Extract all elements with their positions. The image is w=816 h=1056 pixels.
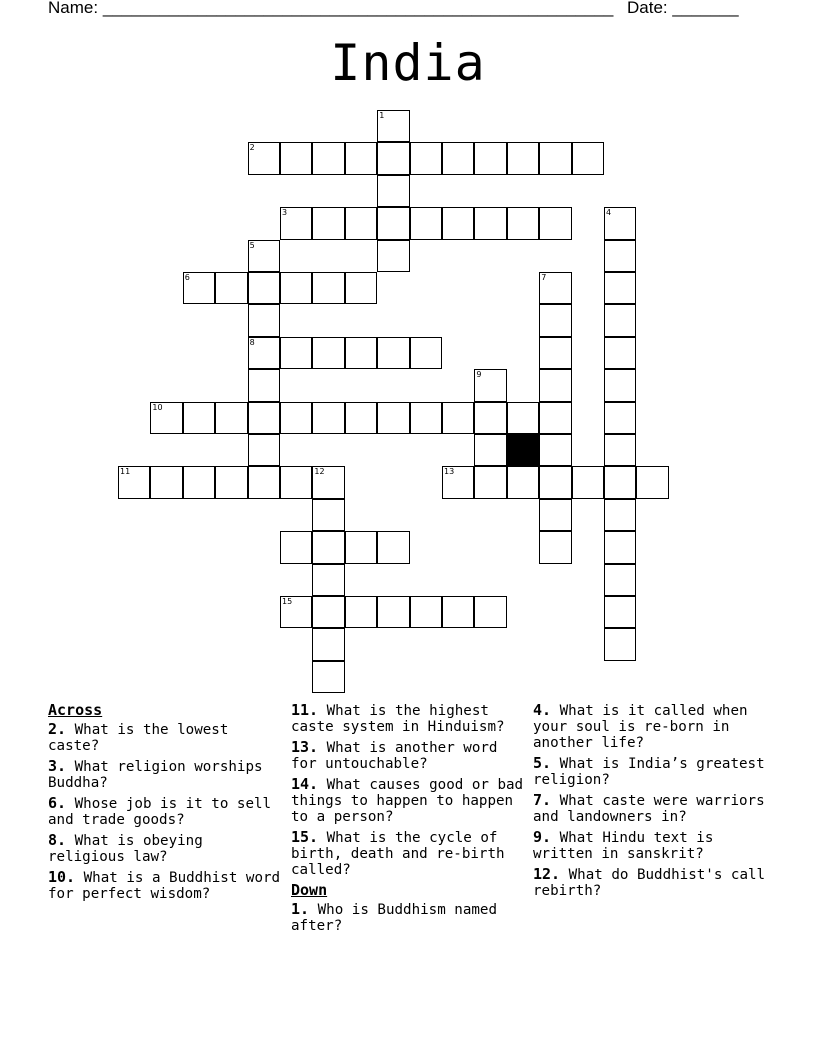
date-line: _______ [672, 0, 739, 17]
crossword-cell[interactable] [312, 466, 344, 498]
clue-item [291, 829, 527, 878]
clue-text: What is the highest caste system in Hinduism? [291, 703, 505, 735]
crossword-cell[interactable] [539, 304, 571, 336]
crossword-cell[interactable] [377, 337, 409, 369]
name-line: ______________________________________________________ [102, 0, 614, 17]
clue-text: What is India’s greatest religion? [533, 756, 765, 788]
crossword-cell[interactable] [312, 142, 344, 174]
crossword-cell[interactable] [604, 304, 636, 336]
clue-text: What is it called when your soul is re-born in another life? [533, 703, 748, 751]
clue-item [533, 755, 769, 788]
clue-item [291, 739, 527, 772]
clue-item [48, 795, 284, 828]
crossword-cell[interactable] [539, 466, 571, 498]
crossword-cell[interactable] [377, 207, 409, 239]
clue-item [533, 866, 769, 899]
clue-num: 14. [291, 775, 319, 793]
crossword-cell[interactable] [377, 240, 409, 272]
crossword-cell[interactable] [442, 142, 474, 174]
clue-num: 1. [291, 900, 310, 918]
crossword-cell[interactable] [539, 207, 571, 239]
crossword-cell[interactable] [280, 531, 312, 563]
clue-item [48, 869, 284, 902]
crossword-cell[interactable] [539, 337, 571, 369]
clue-text: What caste were warriors and landowners in? [533, 793, 765, 825]
crossword-cell[interactable] [572, 466, 604, 498]
crossword-cell[interactable] [442, 402, 474, 434]
crossword-cell[interactable] [312, 661, 344, 693]
crossword-cell[interactable] [248, 304, 280, 336]
crossword-cell[interactable] [118, 466, 150, 498]
crossword-cell[interactable] [312, 207, 344, 239]
clue-number: 5 [249, 240, 255, 250]
crossword-cell[interactable] [248, 369, 280, 401]
clues-column-1 [48, 702, 284, 906]
crossword-cell[interactable] [312, 499, 344, 531]
crossword-cell[interactable] [150, 466, 182, 498]
crossword-cell[interactable] [410, 142, 442, 174]
crossword-cell[interactable] [507, 402, 539, 434]
clue-text: Whose job is it to sell and trade goods? [48, 796, 272, 828]
clue-item [48, 758, 284, 791]
clue-item [48, 832, 284, 865]
crossword-cell[interactable] [248, 337, 280, 369]
clue-num: 2. [48, 720, 67, 738]
clue-num: 6. [48, 794, 67, 812]
crossword-cell[interactable] [377, 142, 409, 174]
crossword-cell[interactable] [215, 402, 247, 434]
clue-num: 4. [533, 701, 552, 719]
crossword-cell[interactable] [248, 434, 280, 466]
crossword-cell[interactable] [507, 142, 539, 174]
clue-num: 9. [533, 828, 552, 846]
crossword-cell[interactable] [345, 531, 377, 563]
crossword-cell[interactable] [150, 402, 182, 434]
crossword-cell[interactable] [183, 402, 215, 434]
clue-number: 7 [541, 273, 547, 282]
crossword-cell[interactable] [604, 272, 636, 304]
crossword-cell[interactable] [507, 207, 539, 239]
clue-num: 11. [291, 701, 319, 719]
clue-item [291, 901, 527, 934]
crossword-cell[interactable] [604, 628, 636, 660]
crossword-cell[interactable] [572, 142, 604, 174]
clue-item [48, 721, 284, 754]
crossword-cell[interactable] [604, 434, 636, 466]
crossword-cell[interactable] [410, 402, 442, 434]
crossword-cell[interactable] [377, 175, 409, 207]
clue-number: 4 [606, 208, 612, 218]
crossword-cell[interactable] [604, 466, 636, 498]
crossword-cell[interactable] [345, 142, 377, 174]
crossword-cell[interactable] [312, 531, 344, 563]
crossword-cell[interactable] [377, 596, 409, 628]
clue-item [291, 702, 527, 735]
crossword-cell[interactable] [474, 207, 506, 239]
crossword-cell[interactable] [539, 499, 571, 531]
down-heading: Down [291, 881, 328, 899]
crossword-cell[interactable] [345, 207, 377, 239]
clue-num: 7. [533, 791, 552, 809]
clue-number: 2 [249, 143, 255, 153]
clue-text: What causes good or bad things to happen to happen to a person? [291, 777, 524, 825]
crossword-cell[interactable] [604, 240, 636, 272]
clue-number: 11 [120, 467, 131, 477]
crossword-cell[interactable] [604, 207, 636, 239]
date-label: Date: [627, 0, 668, 17]
crossword-cell[interactable] [636, 466, 668, 498]
crossword-cell[interactable] [377, 402, 409, 434]
name-label: Name: [48, 0, 99, 17]
clue-num: 3. [48, 757, 67, 775]
crossword-cell[interactable] [410, 337, 442, 369]
crossword-cell[interactable] [312, 337, 344, 369]
crossword-cell[interactable] [345, 596, 377, 628]
clue-text: What is the lowest caste? [48, 722, 229, 754]
crossword-cell[interactable] [442, 207, 474, 239]
crossword-cell[interactable] [345, 402, 377, 434]
crossword-cell[interactable] [312, 628, 344, 660]
clue-number: 1 [379, 111, 385, 120]
clue-item [533, 792, 769, 825]
crossword-cell[interactable] [604, 337, 636, 369]
clue-text: What is the cycle of birth, death and re-birth called? [291, 830, 505, 878]
clue-item [533, 702, 769, 751]
crossword-cell[interactable] [474, 142, 506, 174]
crossword-cell[interactable] [474, 466, 506, 498]
crossword-cell[interactable] [248, 466, 280, 498]
crossword-cell[interactable] [410, 207, 442, 239]
crossword-cell[interactable] [539, 272, 571, 304]
clue-number: 3 [282, 208, 288, 218]
crossword-cell[interactable] [183, 272, 215, 304]
crossword-cell[interactable] [474, 596, 506, 628]
crossword-cell[interactable] [474, 402, 506, 434]
crossword-cell[interactable] [604, 402, 636, 434]
crossword-cell[interactable] [604, 499, 636, 531]
clue-num: 12. [533, 865, 561, 883]
crossword-cell[interactable] [345, 337, 377, 369]
crossword-cell[interactable] [604, 531, 636, 563]
crossword-cell[interactable] [280, 466, 312, 498]
crossword-cell[interactable] [539, 369, 571, 401]
crossword-cell[interactable] [442, 466, 474, 498]
crossword-cell[interactable] [280, 596, 312, 628]
clue-text: What is obeying religious law? [48, 833, 203, 865]
crossword-cell[interactable] [248, 142, 280, 174]
clue-item [291, 776, 527, 825]
clue-number: 10 [152, 402, 163, 412]
crossword-cell[interactable] [312, 564, 344, 596]
clues-column-3 [533, 702, 769, 903]
crossword-cell[interactable] [442, 596, 474, 628]
clue-number: 13 [444, 467, 455, 477]
crossword-cell[interactable] [280, 272, 312, 304]
clue-num: 13. [291, 738, 319, 756]
clue-num: 5. [533, 754, 552, 772]
crossword-cell[interactable] [280, 207, 312, 239]
across-heading: Across [48, 701, 103, 719]
page-title: India [330, 34, 486, 92]
crossword-cell[interactable] [377, 531, 409, 563]
clue-text: What is another word for untouchable? [291, 740, 498, 772]
crossword-cell[interactable] [410, 596, 442, 628]
crossword-cell[interactable] [248, 272, 280, 304]
clue-number: 9 [476, 370, 482, 380]
crossword-cell[interactable] [215, 466, 247, 498]
crossword-cell[interactable] [604, 369, 636, 401]
crossword-cell[interactable] [312, 272, 344, 304]
clue-text: Who is Buddhism named after? [291, 902, 497, 934]
crossword-block-cell[interactable] [507, 434, 539, 466]
clue-text: What is a Buddhist word for perfect wisdom? [48, 870, 281, 902]
clue-number: 15 [282, 597, 293, 606]
crossword-cell[interactable] [345, 272, 377, 304]
crossword-cell[interactable] [215, 272, 247, 304]
crossword-cell[interactable] [248, 240, 280, 272]
crossword-cell[interactable] [539, 142, 571, 174]
crossword-cell[interactable] [280, 337, 312, 369]
clue-num: 10. [48, 868, 76, 886]
clue-number: 12 [314, 467, 325, 477]
clue-number: 8 [249, 337, 255, 347]
crossword-cell[interactable] [474, 434, 506, 466]
crossword-cell[interactable] [474, 369, 506, 401]
clue-text: What Hindu text is written in sanskrit? [533, 830, 714, 862]
crossword-cell[interactable] [280, 402, 312, 434]
clue-text: What do Buddhist's call rebirth? [533, 867, 766, 899]
clue-num: 15. [291, 828, 319, 846]
crossword-cell[interactable] [248, 402, 280, 434]
clue-text: What religion worships Buddha? [48, 759, 263, 791]
clue-num: 8. [48, 831, 67, 849]
clue-number: 6 [184, 273, 190, 282]
crossword-cell[interactable] [539, 434, 571, 466]
clues-column-2 [291, 702, 527, 938]
crossword-cell[interactable] [312, 402, 344, 434]
crossword-cell[interactable] [183, 466, 215, 498]
crossword-cell[interactable] [280, 142, 312, 174]
crossword-cell[interactable] [604, 564, 636, 596]
crossword-cell[interactable] [539, 531, 571, 563]
clue-item [533, 829, 769, 862]
crossword-cell[interactable] [507, 466, 539, 498]
crossword-cell[interactable] [539, 402, 571, 434]
crossword-cell[interactable] [604, 596, 636, 628]
crossword-cell[interactable] [377, 110, 409, 142]
crossword-cell[interactable] [312, 596, 344, 628]
